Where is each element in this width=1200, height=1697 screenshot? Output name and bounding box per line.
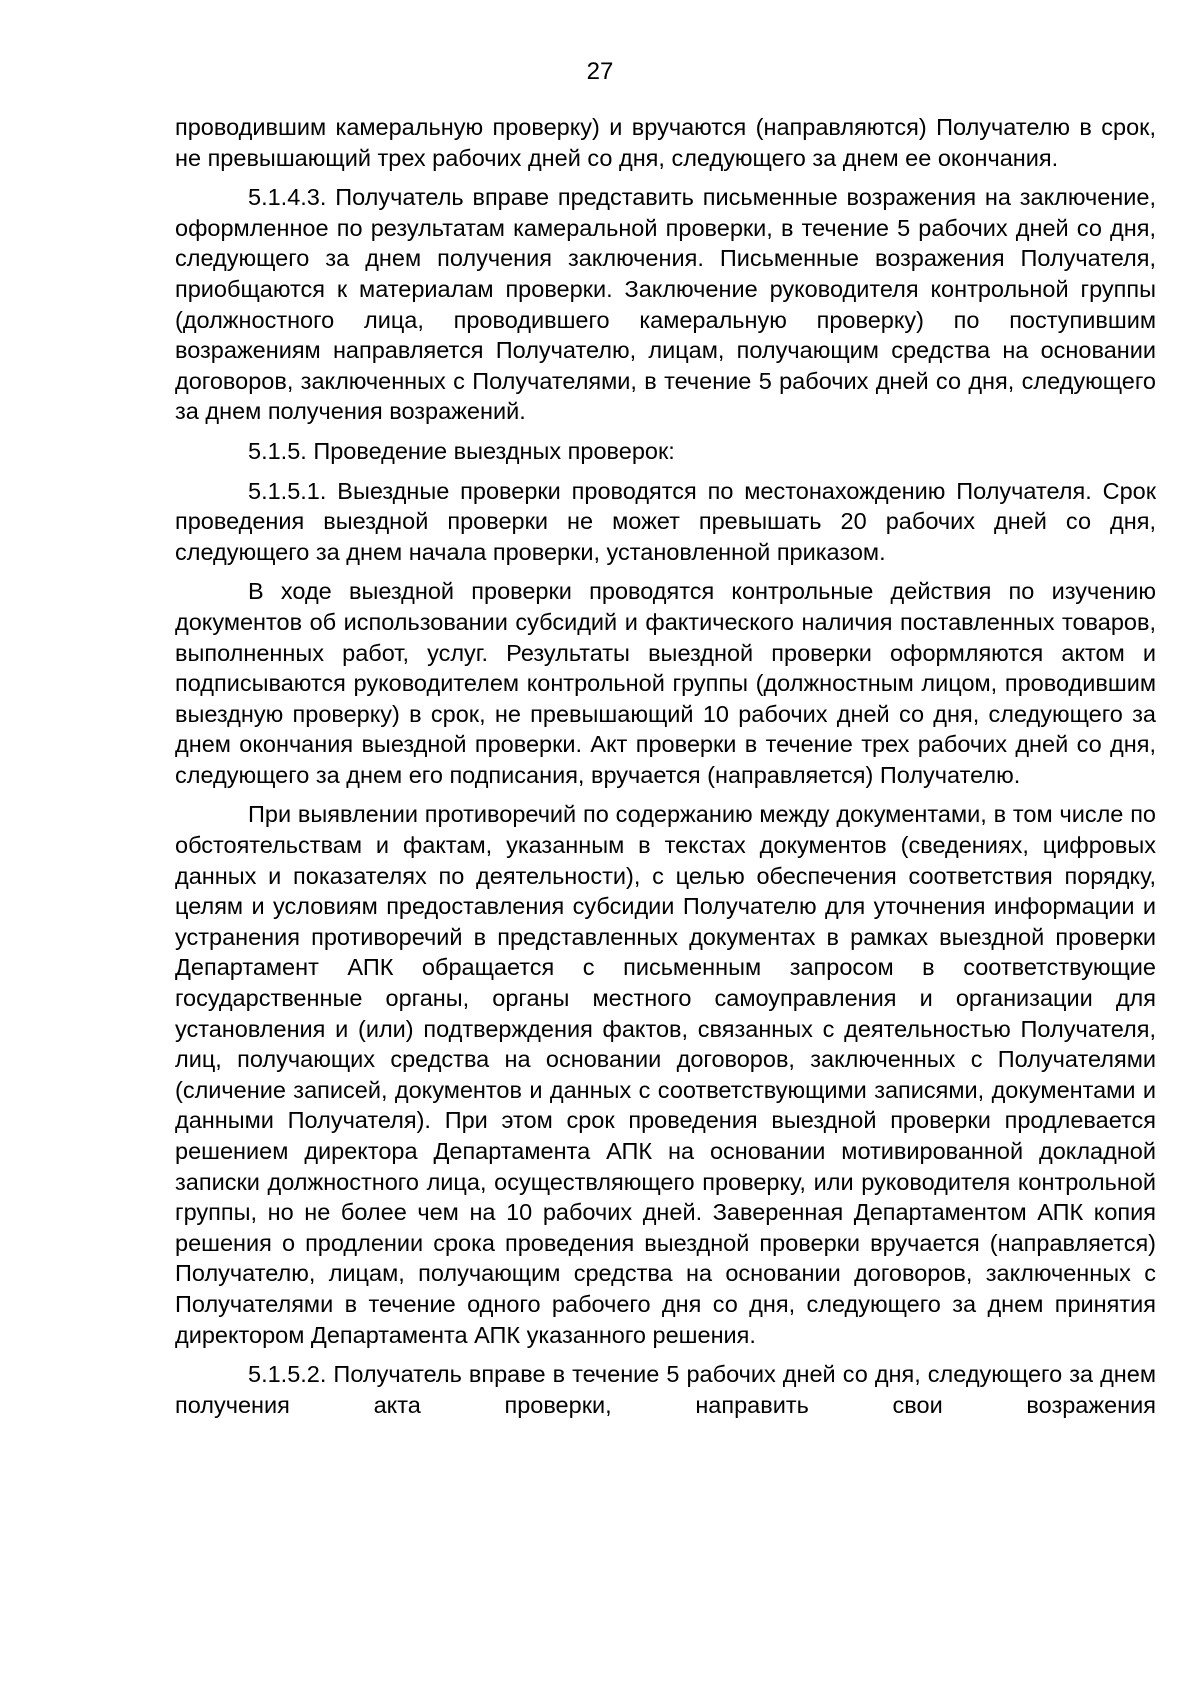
document-body <box>175 112 1156 1429</box>
paragraph-5-1-4-3: 5.1.4.3. Получатель вправе представить письменные возражения на заключение, оформленное по результатам камеральной проверки, в течение 5 рабочих дней со дня, следующего за днем получения заключения. Письменные возражения Получателя, приобщаются к материалам проверки. Заключение руководителя контрольной группы (должностного лица, проводившего камеральную проверку) по поступившим возражениям направляется Получателю, лицам, получающим средства на основании договоров, заключенных с Получателями, в течение 5 рабочих дней со дня, следующего за днем получения возражений. <box>175 184 1156 425</box>
paragraph-5-1-5-1: 5.1.5.1. Выездные проверки проводятся по местонахождению Получателя. Срок проведения выездной проверки не может превышать 20 рабочих дней со дня, следующего за днем начала проверки, установленной приказом. <box>175 477 1156 565</box>
paragraph-continuation: проводившим камеральную проверку) и вручаются (направляются) Получателю в срок, не превышающий трех рабочих дней со дня, следующего за днем ее окончания. <box>175 114 1156 171</box>
paragraph-5-1-5-heading: 5.1.5. Проведение выездных проверок: <box>248 437 675 464</box>
paragraph-contradictions: При выявлении противоречий по содержанию между документами, в том числе по обстоятельствам и фактам, указанным в текстах документов (сведениях, цифровых данных и показателях по деятельности), с целью обеспечения соответствия порядку, целям и условиям предоставления субсидии Получателю для уточнения информации и устранения противоречий в представленных документах в рамках выездной проверки Департамент АПК обращается с письменным запросом в соответствующие государственные органы, органы местного самоуправления и организации для установления и (или) подтверждения фактов, связанных с деятельностью Получателя, лиц, получающих средства на основании договоров, заключенных с Получателями (сличение записей, документов и данных с соответствующими записями, документами и данными Получателя). При этом срок проведения выездной проверки продлевается решением директора Департамента АПК на основании мотивированной докладной записки должностного лица, осуществляющего проверку, или руководителя контрольной группы, но не более чем на 10 рабочих дней. Заверенная Департаментом АПК копия решения о продлении срока проведения выездной проверки вручается (направляется) Получателю, лицам, получающим средства на основании договоров, заключенных с Получателями в течение одного рабочего дня со дня, следующего за днем принятия директором Департамента АПК указанного решения. <box>175 801 1156 1348</box>
paragraph-5-1-5-2: 5.1.5.2. Получатель вправе в течение 5 рабочих дней со дня, следующего за днем получения акта проверки, направить свои возражения <box>175 1361 1156 1418</box>
page-number: 27 <box>586 58 614 85</box>
paragraph-onsite-inspection: В ходе выездной проверки проводятся контрольные действия по изучению документов об использовании субсидий и фактического наличия поставленных товаров, выполненных работ, услуг. Результаты выездной проверки оформляются актом и подписываются руководителем контрольной группы (должностным лицом, проводившим выездную проверку) в срок, не превышающий 10 рабочих дней со дня, следующего за днем окончания выездной проверки. Акт проверки в течение трех рабочих дней со дня, следующего за днем его подписания, вручается (направляется) Получателю. <box>175 578 1156 788</box>
